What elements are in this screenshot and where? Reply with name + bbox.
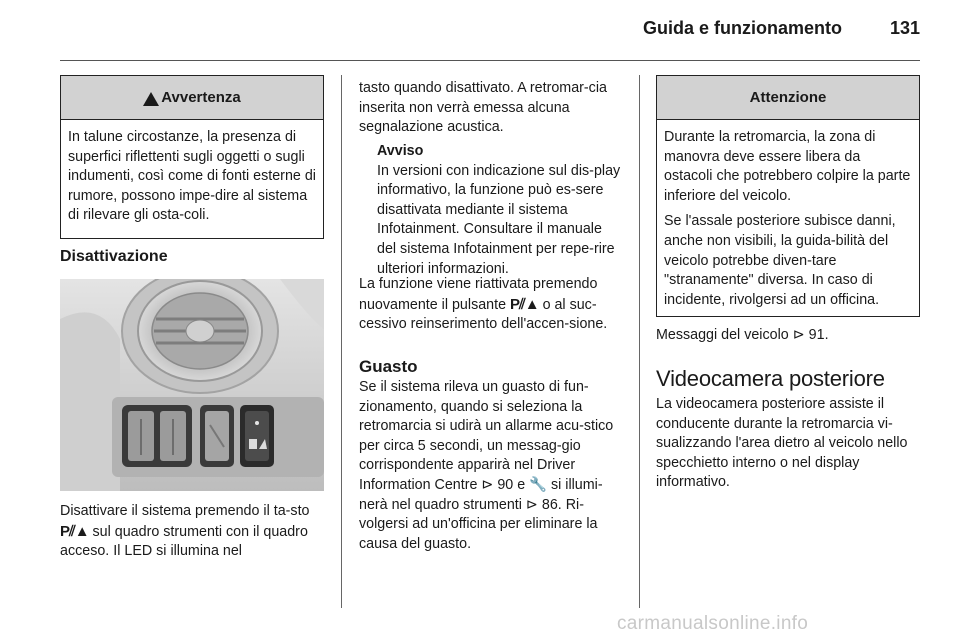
reference-arrow-icon: ⊳ <box>481 476 494 493</box>
riattivazione-text-2: o al suc-cessivo reinserimento dell'accen-sione. <box>359 296 608 333</box>
warning-box-body <box>61 120 323 226</box>
dashboard-switch-illustration <box>60 279 324 491</box>
warning-box <box>60 75 324 239</box>
warning-box-title: Avvertenza <box>161 89 241 106</box>
park-pilot-icon-2: P⫽▲ <box>510 295 539 313</box>
disattivazione-paragraph <box>60 502 326 562</box>
warning-text: In talune circostanze, la presenza di superfici riflettenti sugli oggetti o sugli indumenti, così come di fonti esterne di rumore, possono impe-dire al sistema di rilevare gli osta-coli. <box>68 129 316 224</box>
column-divider-1 <box>341 75 342 608</box>
riattivazione-text-1: La funzione viene riattivata premendo nuovamente il pulsante <box>359 276 598 313</box>
attenzione-text-2: Se l'assale posteriore subisce danni, anche non visibili, la guida-bilità del veicolo potrebbe diven-tare "stranamente" diversa. In caso di incidente, rivolgersi ad un officina. <box>664 213 896 308</box>
guasto-ref-2: 86 <box>541 496 558 513</box>
avviso-label: Avviso <box>377 143 424 159</box>
guasto-text-1: Se il sistema rileva un guasto di fun-zionamento, quando si seleziona la retromarcia si udirà un allarme acu-stico per circa 5 secondi, un messag-gio corrispondente apparirà nel Driver Information Centre <box>359 379 614 493</box>
guasto-paragraph <box>359 378 625 554</box>
disattivazione-text-3: tasto quando disattivato. A retromar-cia inserita non verrà emessa alcuna segnalazione acustica. <box>359 80 607 136</box>
footer-watermark[interactable]: carmanualsonline.info <box>617 613 809 634</box>
attenzione-box-body <box>657 120 919 310</box>
avviso-block <box>368 142 624 279</box>
avviso-text: In versioni con indicazione sul dis-play informativo, la funzione può es-sere disattivata mediante il sistema Infotainment. Consultare il manuale del sistema Infotainment per repe-rire ulteriori informazioni. <box>377 162 621 277</box>
heading-disattivazione: Disattivazione <box>60 248 168 265</box>
disattivazione-text-2: sul quadro strumenti con il quadro acceso. Il LED si illumina nel <box>60 523 308 560</box>
attenzione-box-title: Attenzione <box>749 89 827 106</box>
messaggi-text: Messaggi del veicolo <box>656 327 789 343</box>
wrench-icon: 🔧 <box>529 476 547 493</box>
attenzione-box-header <box>657 76 919 120</box>
column-divider-2 <box>639 75 640 608</box>
reference-arrow-icon-2: ⊳ <box>525 496 538 513</box>
page-number: 131 <box>889 18 920 38</box>
dashboard-switch-photo <box>60 279 324 491</box>
disattivazione-text-1: Disattivare il sistema premendo il ta-sto <box>60 503 310 519</box>
page-header <box>60 0 920 60</box>
warning-triangle-icon <box>143 92 159 106</box>
riattivazione-paragraph <box>359 275 625 335</box>
messaggi-ref: 91. <box>808 327 829 343</box>
warning-box-header <box>61 76 323 120</box>
attenzione-text-1: Durante la retromarcia, la zona di manovra deve essere libera da ostacoli che potrebbero colpire la parte inferiore del veicolo. <box>664 129 911 204</box>
guasto-text-2: si illumi-nerà nel quadro strumenti <box>359 476 603 513</box>
guasto-text-3: . Ri-volgersi ad un'officina per eliminare la causa del guasto. <box>359 496 598 552</box>
park-pilot-icon: P⫽▲ <box>60 522 89 540</box>
header-title: Guida e funzionamento <box>642 18 842 38</box>
heading-videocamera: Videocamera posteriore <box>656 366 885 391</box>
attenzione-box <box>656 75 920 317</box>
messaggi-line <box>656 326 920 346</box>
videocamera-paragraph: La videocamera posteriore assiste il conducente durante la retromarcia vi-sualizzando l'area dietro al veicolo nello specchietto interno o nel display informativo. <box>656 396 908 491</box>
reference-arrow-icon-3: ⊳ <box>792 327 805 343</box>
guasto-ref-1: 90 <box>497 476 514 493</box>
guasto-text-mid: e <box>517 476 526 493</box>
heading-guasto: Guasto <box>359 357 418 376</box>
disattivazione-continued <box>359 79 625 139</box>
header-rule <box>60 60 920 61</box>
